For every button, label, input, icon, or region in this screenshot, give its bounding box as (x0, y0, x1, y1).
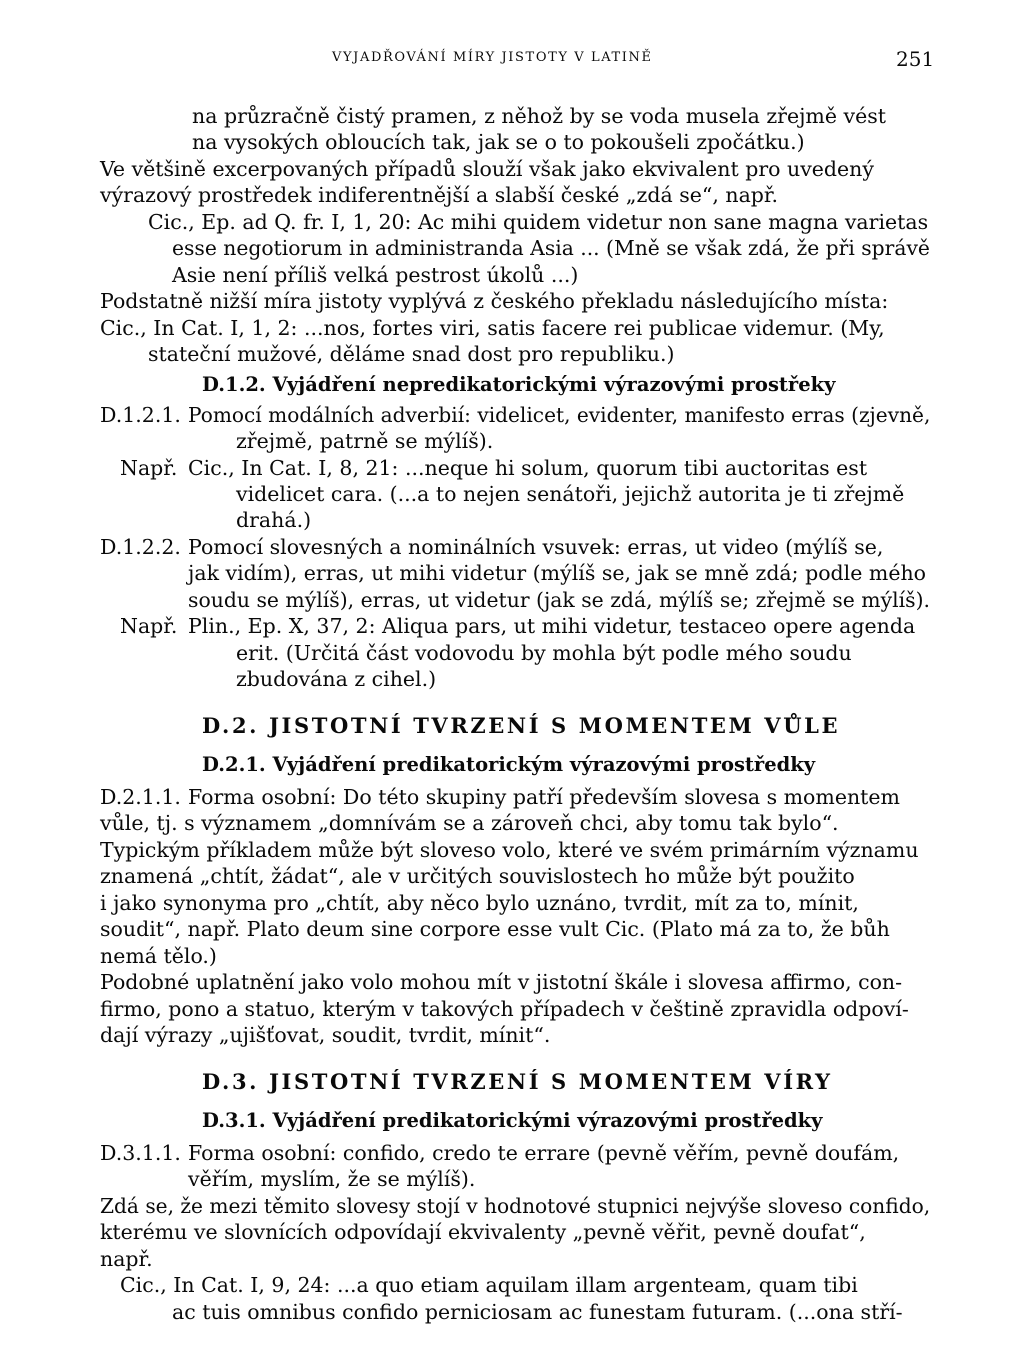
subsection-heading-d12: D.1.2. Vyjádření nepredikatorickými výrazovými prostřeky (202, 373, 836, 396)
section-heading-d2: D.2. JISTOTNÍ TVRZENÍ S MOMENTEM VŮLE (202, 713, 841, 738)
text-line: Cic., In Cat. I, 1, 2: ...nos, fortes viri, satis facere rei publicae videmur. (My, (100, 316, 885, 340)
text-line: stateční mužové, děláme snad dost pro republiku.) (148, 342, 675, 366)
item-label-d3111: D.3.1.1. (100, 1141, 181, 1165)
example-label: Např. (120, 614, 178, 638)
text-line: videlicet cara. (...a to nejen senátoři, jejichž autorita je ti zřejmě (236, 482, 905, 506)
text-line: nemá tělo.) (100, 944, 217, 968)
text-line: Cic., In Cat. I, 8, 21: ...neque hi solum, quorum tibi auctoritas est (188, 456, 868, 480)
text-line: Ve většině excerpovaných případů slouží však jako ekvivalent pro uvedený (100, 157, 874, 181)
subsection-heading-d21: D.2.1. Vyjádření predikatorickým výrazovými prostředky (202, 753, 816, 776)
text-line: na vysokých obloucích tak, jak se o to pokoušeli zpočátku.) (192, 130, 805, 154)
text-line: soudit“, např. Plato deum sine corpore esse vult Cic. (Plato má za to, že bůh (100, 917, 890, 941)
text-line: znamená „chtít, žádat“, ale v určitých souvislostech ho může být použito (100, 864, 855, 888)
text-line: ac tuis omnibus confido perniciosam ac funestam futuram. (...ona stří- (172, 1300, 903, 1324)
item-label-d2111: D.2.1.1. (100, 785, 181, 809)
text-line: zbudována z cihel.) (236, 667, 437, 691)
text-line: Podobné uplatnění jako volo mohou mít v jistotní škále i slovesa affirmo, con- (100, 970, 903, 994)
item-label-d121: D.1.2.1. (100, 403, 181, 427)
running-title: VYJADŘOVÁNÍ MÍRY JISTOTY V LATINĚ (332, 50, 653, 65)
text-line: Pomocí slovesných a nominálních vsuvek: erras, ut video (mýlíš se, (188, 535, 884, 559)
text-line: Pomocí modálních adverbií: videlicet, evidenter, manifesto erras (zjevně, (188, 403, 931, 427)
text-line: Cic., In Cat. I, 9, 24: ...a quo etiam aquilam illam argenteam, quam tibi (120, 1273, 858, 1297)
text-line: Zdá se, že mezi těmito slovesy stojí v hodnotové stupnici nejvýše sloveso confido, (100, 1194, 931, 1218)
text-line: zřejmě, patrně se mýlíš). (236, 429, 494, 453)
text-line: výrazový prostředek indiferentnější a slabší české „zdá se“, např. (100, 183, 778, 207)
text-line: vůle, tj. s významem „domnívám se a zároveň chci, aby tomu tak bylo“. (100, 811, 839, 835)
text-line: Cic., Ep. ad Q. fr. I, 1, 20: Ac mihi quidem videtur non sane magna varietas (148, 210, 929, 234)
text-line: kterému ve slovnících odpovídají ekvivalenty „pevně věřit, pevně doufat“, (100, 1220, 866, 1244)
subsection-heading-d31: D.3.1. Vyjádření predikatorickými výrazovými prostředky (202, 1109, 823, 1132)
text-line: Asie není příliš velká pestrost úkolů ...) (172, 263, 579, 287)
text-line: Forma osobní: confido, credo te errare (pevně věřím, pevně doufám, (188, 1141, 900, 1165)
page-number: 251 (896, 47, 935, 71)
text-line: drahá.) (236, 508, 312, 532)
text-line: i jako synonyma pro „chtít, aby něco bylo uznáno, tvrdit, mít za to, mínit, (100, 891, 859, 915)
section-heading-d3: D.3. JISTOTNÍ TVRZENÍ S MOMENTEM VÍRY (202, 1069, 833, 1094)
text-line: Forma osobní: Do této skupiny patří především slovesa s momentem (188, 785, 900, 809)
text-line: soudu se mýlíš), erras, ut videtur (jak se zdá, mýlíš se; zřejmě se mýlíš). (188, 588, 930, 612)
text-line: Typickým příkladem může být sloveso volo, které ve svém primárním významu (100, 838, 919, 862)
text-line: esse negotiorum in administranda Asia ... (Mně se však zdá, že při správě (172, 236, 930, 260)
item-label-d122: D.1.2.2. (100, 535, 181, 559)
text-line: Plin., Ep. X, 37, 2: Aliqua pars, ut mihi videtur, testaceo opere agenda (188, 614, 916, 638)
text-line: věřím, myslím, že se mýlíš). (188, 1167, 476, 1191)
text-line: jak vidím), erras, ut mihi videtur (mýlíš se, jak se mně zdá; podle mého (188, 561, 926, 585)
text-line: dají výrazy „ujišťovat, soudit, tvrdit, mínit“. (100, 1023, 551, 1047)
text-line: firmo, pono a statuo, kterým v takových případech v češtině zpravidla odpoví- (100, 997, 909, 1021)
text-line: např. (100, 1247, 153, 1271)
text-line: na průzračně čistý pramen, z něhož by se voda musela zřejmě vést (192, 104, 886, 128)
text-line: Podstatně nižší míra jistoty vyplývá z českého překladu následujícího místa: (100, 289, 889, 313)
text-line: erit. (Určitá část vodovodu by mohla být podle mého soudu (236, 641, 852, 665)
example-label: Např. (120, 456, 178, 480)
